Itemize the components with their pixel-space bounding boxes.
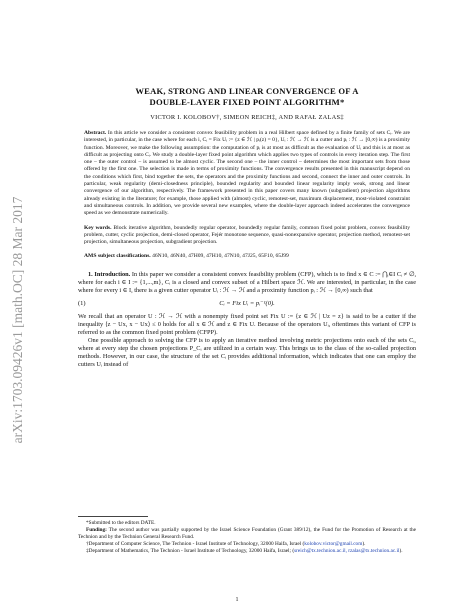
arxiv-stamp-text: arXiv:1703.09426v1 [math.OC] 28 Mar 2017 xyxy=(10,196,25,444)
funding-text: The second author was partially supported by the Israel Science Foundation (Grant 389/12), the Fund for the Promotion of Research at the Technion and by the Technion General Research Fund. xyxy=(78,527,416,540)
title-line-2: DOUBLE-LAYER FIXED POINT ALGORITHM* xyxy=(149,97,345,107)
funding-label: Funding: xyxy=(86,527,107,534)
intro-paragraph-1-text: In this paper we consider a consistent convex feasibility problem (CFP), which is to find x ∈ C := ⋂ᵢ∈I Cᵢ ≠ ∅, where for each i ∈ I := {1,...,m}, Cᵢ is a closed and convex subset of a Hilbert space ℋ. We are interested, in particular, in the case where for every i ∈ I, there is a given cutter operator Uᵢ : ℋ → ℋ and a proximity function pᵢ : ℋ → [0,∞) such that xyxy=(78,270,417,294)
page-number: 1 xyxy=(235,597,239,603)
ams-label: AMS subject classifications. xyxy=(84,253,151,260)
main-content xyxy=(78,86,416,369)
email-link-reich-zalas[interactable]: sreich@tx.technion.ac.il, rzalas@tx.technion.ac.il xyxy=(294,548,400,555)
footnote-submitted: *Submitted to the editors DATE. xyxy=(86,520,156,526)
ams-classifications xyxy=(78,253,416,260)
abstract xyxy=(78,130,416,218)
email-link-kolobov[interactable]: kolobov.victor@gmail.com xyxy=(304,541,363,548)
equation-body: Cᵢ = Fix Uᵢ = pᵢ⁻¹(0). xyxy=(219,299,275,307)
ams-text: 46N10, 46N40, 47H09, 47H10, 47N10, 47J25, 65F10, 65J99 xyxy=(152,253,289,260)
footnotes xyxy=(78,516,416,556)
footnote-funding xyxy=(78,527,416,540)
keywords-label: Key words. xyxy=(84,224,112,231)
title-line-1: WEAK, STRONG AND LINEAR CONVERGENCE OF A xyxy=(135,86,359,96)
arxiv-stamp xyxy=(8,140,28,500)
intro-paragraph-1 xyxy=(78,271,416,295)
footnote-affiliation-1 xyxy=(78,541,416,548)
equation-number: (1) xyxy=(78,299,86,307)
keywords-text: Block iterative algorithm, boundedly regular operator, boundedly regular family, common fixed point problem, convex feasibility problem, cutter, cyclic projection, demi-closed operator, Fejér monotone sequence, quasi-nonexpansive operator, projection method, remotest-set projection, simultaneous projection, subgradient projection. xyxy=(84,224,410,246)
affiliation-2-tail: ). xyxy=(399,548,403,555)
keywords xyxy=(78,225,416,247)
footnote-divider xyxy=(78,516,148,517)
equation-1 xyxy=(78,300,416,308)
abstract-text: In this article we consider a consistent convex feasibility problem in a real Hilbert space defined by a finite family of sets Cᵢ. We are interested, in particular, in the case where for each i, Cᵢ = Fix Uᵢ := {z ∈ ℋ | pᵢ(z) = 0}, Uᵢ : ℋ → ℋ is a cutter and pᵢ : ℋ → [0,∞) is a proximity function. Moreover, we make the following assumption: the computation of pᵢ is at most as difficult as the evaluation of Uᵢ and this is at most as difficult as projecting onto Cᵢ. We study a double-layer fixed point algorithm which applies two types of controls in every iteration step. The first one – the outer control – is assumed to be almost cyclic. The second one – the inner control – determines the most important sets from those offered by the first one. The selection is made in terms of proximity functions. The convergence results presented in this manuscript depend on the conditions which first, bind together the sets, the operators and the proximity functions and second, connect the inner and outer controls. In particular, weak regularity (demi-closedness principle), bounded regularity and bounded linear regularity imply weak, strong and linear convergence of our algorithm, respectively. The framework presented in this paper covers many known (subgradient) projection algorithms already existing in the literature; for example, those applied with (almost) cyclic, remotest-set, maximum displacement, most-violated constraint and simultaneous controls. In addition, we provide several new examples, where the double-layer approach indeed accelerates the convergence speed as we demonstrate numerically. xyxy=(84,130,410,217)
affiliation-1-text: †Department of Computer Science, The Technion - Israel Institute of Technology, 32000 Haifa, Israel ( xyxy=(86,541,305,548)
paper-title xyxy=(78,86,416,108)
intro-paragraph-3: One possible approach to solving the CFP is to apply an iterative method involving metric projections onto each of the sets Cᵢ, where at every step the chosen projections P_Cᵢ are utilized in a certain way. This brings us to the class of the so-called projection methods. However, in our case, the structure of the set Cᵢ provides additional information, which indicates that one can employ the cutters Uᵢ instead of xyxy=(78,337,416,369)
introduction-section xyxy=(78,271,416,370)
authors: VICTOR I. KOLOBOV†, SIMEON REICH‡, AND RAFAŁ ZALAS‡ xyxy=(150,114,344,121)
affiliation-2-text: ‡Department of Mathematics, The Technion - Israel Institute of Technology, 32000 Haifa, Israel; ( xyxy=(86,548,295,555)
intro-paragraph-2: We recall that an operator U : ℋ → ℋ with a nonempty fixed point set Fix U := {z ∈ ℋ | Uz = z} is said to be a cutter if the inequality ⟨z − Ux, x − Ux⟩ ≤ 0 holds for all x ∈ ℋ and z ∈ Fix U. Because of the operators Uᵢ, oftentimes this variant of CFP is referred to as the common fixed point problem (CFPP). xyxy=(78,312,416,337)
section-heading: 1. Introduction. xyxy=(88,270,131,278)
affiliation-1-tail: ). xyxy=(362,541,366,548)
footnote-affiliation-2 xyxy=(78,548,416,555)
abstract-label: Abstract. xyxy=(84,130,107,136)
